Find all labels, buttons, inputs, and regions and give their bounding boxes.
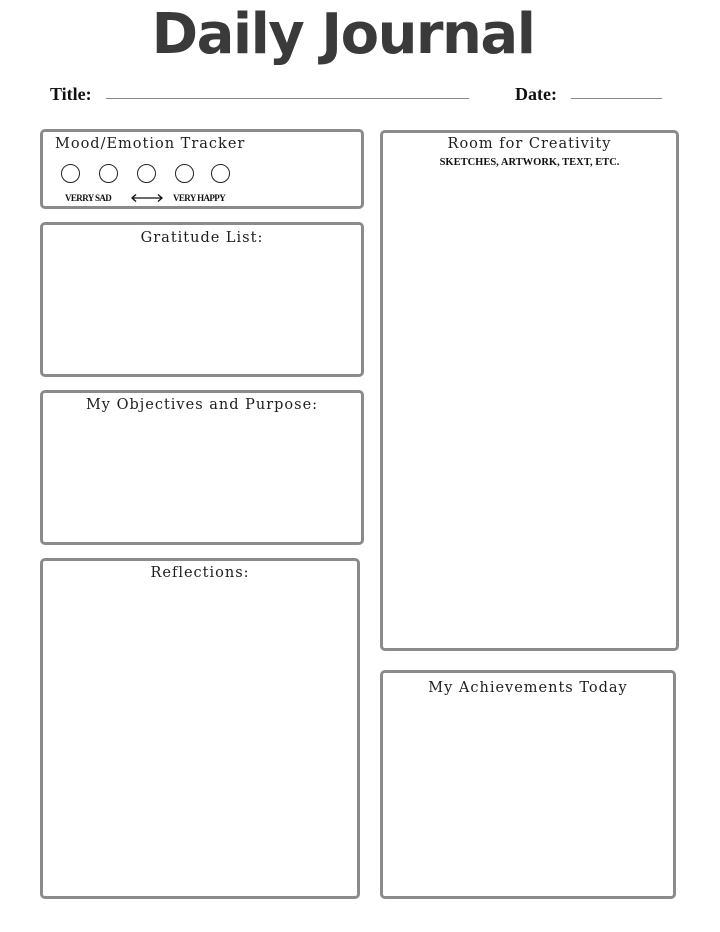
mood-low-label: VERRY SAD bbox=[65, 193, 112, 203]
mood-circle-2[interactable] bbox=[99, 164, 118, 183]
page-title: Daily Journal bbox=[151, 2, 535, 67]
title-input-line[interactable] bbox=[106, 98, 469, 99]
creativity-title: Room for Creativity bbox=[447, 136, 612, 152]
objectives-title: My Objectives and Purpose: bbox=[85, 397, 319, 413]
mood-circle-4[interactable] bbox=[175, 164, 194, 183]
date-label: Date: bbox=[515, 84, 557, 104]
double-arrow-icon bbox=[130, 193, 164, 203]
gratitude-title: Gratitude List: bbox=[140, 230, 264, 246]
mood-circle-5[interactable] bbox=[211, 164, 230, 183]
mood-circle-3[interactable] bbox=[137, 164, 156, 183]
date-input-line[interactable] bbox=[571, 98, 662, 99]
creativity-box[interactable] bbox=[380, 130, 679, 651]
creativity-subtitle: SKETCHES, ARTWORK, TEXT, ETC. bbox=[439, 157, 620, 168]
reflections-title: Reflections: bbox=[150, 565, 250, 581]
objectives-box[interactable] bbox=[40, 390, 364, 545]
reflections-box[interactable] bbox=[40, 558, 360, 899]
mood-tracker-title: Mood/Emotion Tracker bbox=[55, 136, 246, 152]
title-label: Title: bbox=[50, 84, 92, 104]
achievements-box[interactable] bbox=[380, 670, 676, 899]
achievements-title: My Achievements Today bbox=[428, 680, 628, 696]
mood-high-label: VERY HAPPY bbox=[173, 193, 226, 203]
gratitude-box[interactable] bbox=[40, 222, 364, 377]
mood-circle-1[interactable] bbox=[61, 164, 80, 183]
mood-tracker-box bbox=[40, 129, 364, 209]
